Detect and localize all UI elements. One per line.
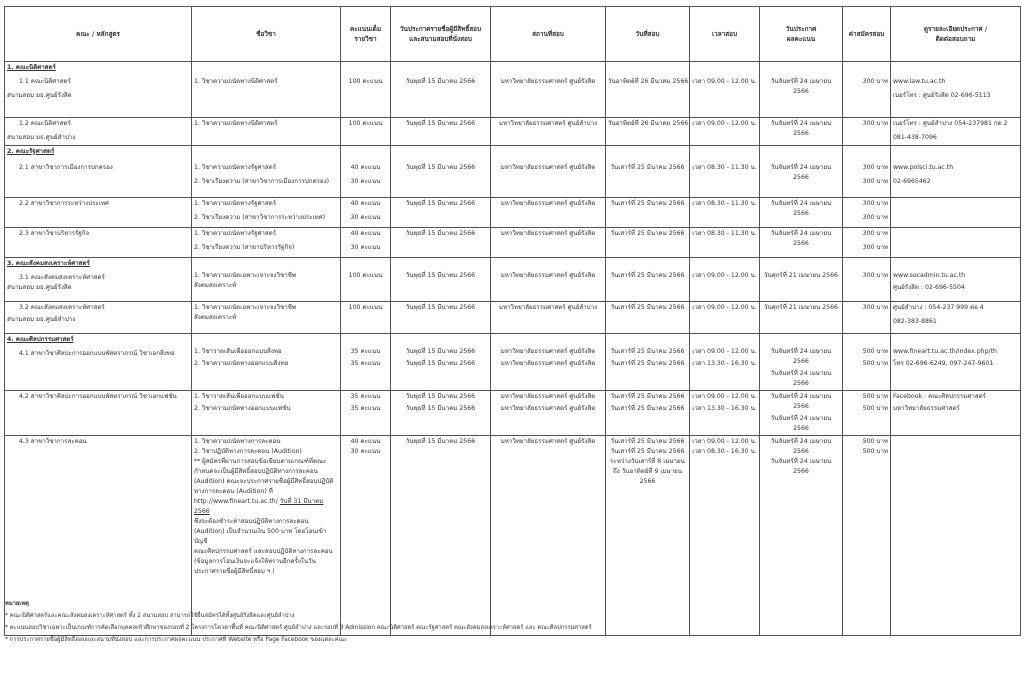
col-subject: ชื่อวิชา — [192, 7, 341, 62]
table-row: 2. คณะรัฐศาสตร์ 2.1 สาขาวิชาการเมืองการปกครอง 1. วิชาความถนัดทางรัฐศาสตร์ 2. วิชาเรียงความ (สาขาวิชาการเมืองการปกครอง) 40 คะแนน 30 คะแนน วันพุธที่ 15 มีนาคม 2566 มหาวิทยาลัยธรรมศาสตร์ ศูนย์รังสิต วันเสาร์ที่ 25 มีนาคม 2566 เวลา 08.30 - 11.30 น. วันจันทร์ที่ 24 เมษายน 2566 300 บาท 300 บาท www.polsci.tu.ac.th 02-6965462 — [5, 146, 1021, 198]
col-date: วันที่สอบ — [606, 7, 690, 62]
col-fullscore: คะแนนเต็ม รายวิชา — [341, 7, 391, 62]
col-fee: ค่าสมัครสอบ — [843, 7, 891, 62]
table-row: 1. คณะนิติศาสตร์ 1.1 คณะนิติศาสตร์ สนามสอบ มธ.ศูนย์รังสิต 1. วิชาความถนัดทางนิติศาสตร์ 100 คะแนน วันพุธที่ 15 มีนาคม 2566 มหาวิทยาลัยธรรมศาสตร์ ศูนย์รังสิต วันอาทิตย์ที่ 26 มีนาคม 2566 เวลา 09.00 - 12.00 น. วันจันทร์ที่ 24 เมษายน 2566 300 บาท www.law.tu.ac.th เบอร์โทร : ศูนย์รังสิต 02-696-5113 — [5, 62, 1021, 118]
table-row: 1.2 คณะนิติศาสตร์ สนามสอบ มธ.ศูนย์ลำปาง 1. วิชาความถนัดทางนิติศาสตร์ 100 คะแนน วันพุธที่ 15 มีนาคม 2566 มหาวิทยาลัยธรรมศาสตร์ ศูนย์ลำปาง วันอาทิตย์ที่ 26 มีนาคม 2566 เวลา 09.00 - 12.00 น. วันจันทร์ที่ 24 เมษายน 2566 300 บาท เบอร์โทร : ศูนย์ลำปาง 054-237981 กด 2 081-438-7096 — [5, 118, 1021, 146]
section-title-law: 1. คณะนิติศาสตร์ — [7, 64, 56, 71]
table-row: 4. คณะศิลปกรรมศาสตร์ 4.1 สาขาวิชาศิลปะการออกแบบพัสตราภรณ์ วิชาเอกสิ่งทอ 1. วิชาวาดเส้นเพื่อออกแบบสิ่งทอ 2. วิชาความถนัดทางออกแบบสิ่งทอ 35 คะแนน 35 คะแนน วันพุธที่ 15 มีนาคม 2566 วันพุธที่ 15 มีนาคม 2566 มหาวิทยาลัยธรรมศาสตร์ ศูนย์รังสิต มหาวิทยาลัยธรรมศาสตร์ ศูนย์รังสิต วันเสาร์ที่ 25 มีนาคม 2566 วันเสาร์ที่ 25 มีนาคม 2566 เวลา 09.00 - 12.00 น. เวลา 13.30 - 16.30 น. วันจันทร์ที่ 24 เมษายน 2566 วันจันทร์ที่ 24 เมษายน 2566 500 บาท 500 บาท www.fineart.tu.ac.th/index.php/th โทร 02-696-6249, 097-247-9601 — [5, 334, 1021, 391]
table-row: 2.3 สาขาวิชาบริหารรัฐกิจ 1. วิชาความถนัดทางรัฐศาสตร์ 2. วิชาเรียงความ (สาขาบริหารรัฐกิจ) 40 คะแนน 30 คะแนน วันพุธที่ 15 มีนาคม 2566 มหาวิทยาลัยธรรมศาสตร์ ศูนย์รังสิต วันเสาร์ที่ 25 มีนาคม 2566 เวลา 08.30 - 11.30 น. วันจันทร์ที่ 24 เมษายน 2566 300 บาท 300 บาท — [5, 228, 1021, 258]
header-row — [5, 7, 1021, 62]
table-row: 4.2 สาขาวิชาศิลปะการออกแบบพัสตราภรณ์ วิชาเอกแฟชั่น 1. วิชาวาดเส้นเพื่อออกแบบแฟชั่น 2. วิชาความถนัดทางออกแบบแฟชั่น 35 คะแนน 35 คะแนน วันพุธที่ 15 มีนาคม 2566 วันพุธที่ 15 มีนาคม 2566 มหาวิทยาลัยธรรมศาสตร์ ศูนย์รังสิต มหาวิทยาลัยธรรมศาสตร์ ศูนย์รังสิต วันเสาร์ที่ 25 มีนาคม 2566 วันเสาร์ที่ 25 มีนาคม 2566 เวลา 09.00 - 12.00 น. เวลา 13.30 - 16.30 น. วันจันทร์ที่ 24 เมษายน 2566 วันจันทร์ที่ 24 เมษายน 2566 500 บาท 500 บาท Facebook : คณะศิลปกรรมศาสตร์ มหาวิทยาลัยธรรมศาสตร์ — [5, 391, 1021, 436]
col-faculty: คณะ / หลักสูตร — [5, 7, 192, 62]
col-contact: ดูรายละเอียดประกาศ / ติดต่อสอบถาม — [891, 7, 1021, 62]
section-title-fineart: 4. คณะศิลปกรรมศาสตร์ — [7, 336, 74, 343]
footnotes-heading: หมายเหตุ — [5, 601, 29, 607]
footnote-2: * คะแนนสอบวิชาเฉพาะเป็นเกณฑ์การคัดเลือกบุคคลเข้าศึกษาของรอบที่ 2 โครงการโควตาพื้นที่ คณะนิติศาสตร์ ศูนย์ลำปาง และรอบที่ 3 Admission คณะนิติศาสตร์ คณะรัฐศาสตร์ คณะสังคมสงเคราะห์ศาสตร์ และ คณะศิลปกรรมศาสตร์ — [5, 625, 592, 631]
exam-schedule-table — [4, 6, 1021, 636]
col-announce: วันประกาศรายชื่อผู้มีสิทธิ์สอบ และสนามสอบที่นั่งสอบ — [391, 7, 491, 62]
col-result: วันประกาศ ผลคะแนน — [760, 7, 843, 62]
socadmin-website-link[interactable]: www.socadmin.tu.ac.th — [893, 272, 966, 279]
polsci-website-link[interactable]: www.polsci.tu.ac.th — [893, 164, 954, 171]
footnotes — [5, 598, 1015, 646]
fineart-website-link[interactable]: www.fineart.tu.ac.th/index.php/th — [893, 348, 997, 355]
table-row: 4.3 สาขาวิชาการละคอน 1. วิชาความถนัดทางการละคอน 2. วิชาปฏิบัติทางการละคอน (Audition) ** ผู้สมัครที่ผ่านการสอบข้อเขียนตามเกณฑ์ที่คณะ กำหนดจะเป็นผู้มีสิทธิ์สอบปฏิบัติทางการละคอน (Audition) คณะจะประกาศรายชื่อผู้มีสิทธิ์สอบปฏิบัติ ทางการละคอน (Audition) ที่ http://www.fineart.tu.ac.th/ วันที่ 31 มีนาคม 2566 ซึ่งจะต้องชำระค่าสอบปฏิบัติทางการละคอน (Audition) เป็นจำนวนเงิน 500 บาท โดยโอนเข้าบัญชี คณะศิลปกรรมศาสตร์ และสอบปฏิบัติทางการละคอน (ข้อมูลการโอนเงินจะแจ้งให้ทราบอีกครั้งในวัน ประกาศรายชื่อผู้มีสิทธิ์สอบ ฯ ) 40 คะแนน 30 คะแนน วันพุธที่ 15 มีนาคม 2566 มหาวิทยาลัยธรรมศาสตร์ ศูนย์รังสิต วันเสาร์ที่ 25 มีนาคม 2566 วันเสาร์ที่ 25 มีนาคม 2566 ระหว่างวันเสาร์ที่ 8 เมษายน ถึง วันอาทิตย์ที่ 9 เมษายน 2566 เวลา 09.00 - 12.00 น. เวลา 08.30 - 16.30 น. วันจันทร์ที่ 24 เมษายน 2566 วันจันทร์ที่ 24 เมษายน 2566 500 บาท 500 บาท — [5, 436, 1021, 636]
col-time: เวลาสอบ — [690, 7, 760, 62]
table-row: 3. คณะสังคมสงเคราะห์ศาสตร์ 3.1 คณะสังคมสงเคราะห์ศาสตร์ สนามสอบ มธ.ศูนย์รังสิต 1. วิชาความถนัดเฉพาะเจาะจงวิชาชีพสังคมสงเคราะห์ 100 คะแนน วันพุธที่ 15 มีนาคม 2566 มหาวิทยาลัยธรรมศาสตร์ ศูนย์รังสิต วันเสาร์ที่ 25 มีนาคม 2566 เวลา 09.00 - 12.00 น. วันศุกร์ที่ 21 เมษายน 2566 300 บาท www.socadmin.tu.ac.th ศูนย์รังสิต : 02-696-5504 — [5, 258, 1021, 302]
table-row: 2.2 สาขาวิชาการระหว่างประเทศ 1. วิชาความถนัดทางรัฐศาสตร์ 2. วิชาเรียงความ (สาขาวิชาการระหว่างประเทศ) 40 คะแนน 30 คะแนน วันพุธที่ 15 มีนาคม 2566 มหาวิทยาลัยธรรมศาสตร์ ศูนย์รังสิต วันเสาร์ที่ 25 มีนาคม 2566 เวลา 08.30 - 11.30 น. วันจันทร์ที่ 24 เมษายน 2566 300 บาท 300 บาท — [5, 198, 1021, 228]
fineart-url-link[interactable]: http://www.fineart.tu.ac.th/ — [194, 498, 278, 505]
table-row: 3.2 คณะสังคมสงเคราะห์ศาสตร์ สนามสอบ มธ.ศูนย์ลำปาง 1. วิชาความถนัดเฉพาะเจาะจงวิชาชีพสังคมสงเคราะห์ 100 คะแนน วันพุธที่ 15 มีนาคม 2566 มหาวิทยาลัยธรรมศาสตร์ ศูนย์ลำปาง วันเสาร์ที่ 25 มีนาคม 2566 เวลา 09.00 - 12.00 น. วันศุกร์ที่ 21 เมษายน 2566 300 บาท ศูนย์ลำปาง : 054-237 999 ต่อ 4 082-383-8861 — [5, 302, 1021, 334]
footnote-1: * คณะนิติศาสตร์และคณะสังคมสงเคราะห์ศาสตร์ ทั้ง 2 สนามสอบ สามารถใช้ยื่นสมัครได้ทั้งศูนย์รังสิตและศูนย์ลำปาง — [5, 613, 295, 619]
section-title-socadmin: 3. คณะสังคมสงเคราะห์ศาสตร์ — [7, 260, 90, 267]
section-title-polsci: 2. คณะรัฐศาสตร์ — [7, 148, 55, 155]
footnote-3: * การประกาศรายชื่อผู้มีสิทธิ์สอบและสนามที่นั่งสอบ และการประกาศผลคะแนน ประกาศที่ Website หรือ Page Facebook ของแต่ละคณะ — [5, 637, 348, 643]
law-website-link[interactable]: www.law.tu.ac.th — [893, 78, 946, 85]
fineart-facebook-link[interactable]: Facebook : คณะศิลปกรรมศาสตร์ — [893, 393, 986, 400]
col-venue: สถานที่สอบ — [491, 7, 606, 62]
